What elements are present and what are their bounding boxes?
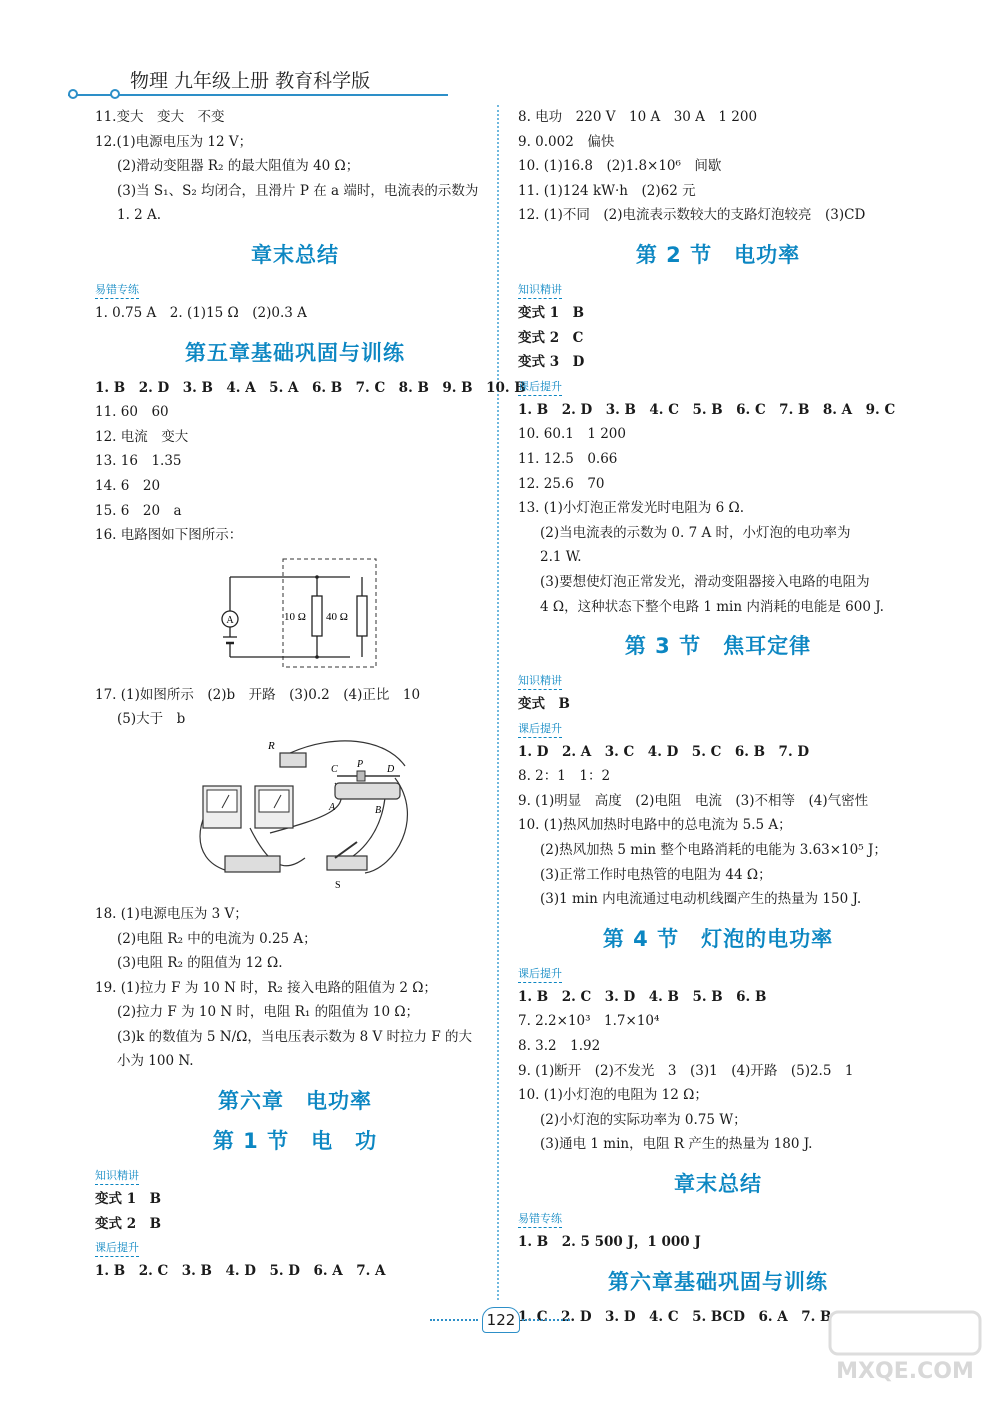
section-tag: 易错专练 [95, 282, 139, 299]
section-heading: 章末总结 [674, 1172, 762, 1196]
answer-line: 1. 2 A. [117, 207, 162, 224]
watermark-text: MXQE.COM [836, 1359, 974, 1384]
answer-line: (2)电阻 R₂ 中的电流为 0.25 A； [117, 930, 317, 947]
resistor-r2 [357, 596, 367, 636]
label-p: P [357, 758, 364, 770]
header-dot-left [68, 89, 78, 99]
answer-line: 小为 100 N. [117, 1053, 194, 1070]
label-a: A [329, 801, 336, 813]
answer-line: 14. 6 20 [95, 477, 161, 494]
section-heading: 章末总结 [251, 242, 339, 267]
answer-line: (3)要想使灯泡正常发光，滑动变阻器接入电路的电阻为 [540, 573, 870, 590]
answer-line: (2)热风加热 5 min 整个电路消耗的电能为 3.63×10⁵ J； [540, 842, 887, 859]
header-rule [68, 94, 448, 96]
answer-line: 变式 B [518, 696, 570, 713]
answer-line: 17. (1)如图所示 (2)b 开路 (3)0.2 (4)正比 10 [95, 686, 421, 703]
answer-line: 11.变大 变大 不变 [95, 109, 225, 125]
answer-line: 1. B 2. D 3. B 4. A 5. A 6. B 7. C 8. B 9. B 10. B [95, 379, 526, 396]
switch-icon [327, 856, 367, 870]
answer-line: 1. B 2. C 3. B 4. D 5. D 6. A 7. A [95, 1263, 386, 1280]
answer-line: (3)1 min 内电流通过电动机线圈产生的热量为 150 J. [540, 891, 862, 908]
section-tag: 知识精讲 [95, 1168, 139, 1185]
answer-line: (2)当电流表的示数为 0. 7 A 时，小灯泡的电功率为 [540, 524, 851, 541]
answer-line: 1. B 2. 5 500 J，1 000 J [518, 1234, 701, 1250]
label-s: S [335, 879, 341, 891]
resistor-r1-label: 10 Ω [284, 610, 306, 623]
answer-line: 变式 1 B [95, 1191, 162, 1208]
answer-line: 9. (1)断开 (2)不发光 3 (3)1 (4)开路 (5)2.5 1 [518, 1062, 854, 1079]
resistor-r2-label: 40 Ω [326, 610, 348, 623]
answer-line: 2.1 W. [540, 549, 582, 566]
label-r: R [268, 739, 275, 752]
section-tag: 课后提升 [518, 379, 562, 396]
section-heading: 第六章基础巩固与训练 [608, 1269, 828, 1294]
apparatus-diagram [95, 738, 495, 898]
answer-line: (3)正常工作时电热管的电阻为 44 Ω； [540, 866, 772, 883]
footer-dots-left [430, 1319, 478, 1321]
answer-line: (3)通电 1 min，电阻 R 产生的热量为 180 J. [540, 1136, 813, 1153]
circuit-diagram-svg [95, 554, 495, 679]
section-tag: 易错专练 [518, 1211, 562, 1228]
ammeter-label: A [226, 614, 234, 626]
answer-line: 8. 电功 220 V 10 A 30 A 1 200 [518, 109, 758, 125]
resistor-device-icon [280, 753, 306, 767]
answer-line: 1. 0.75 A 2. (1)15 Ω (2)0.3 A [95, 304, 307, 321]
answer-line: 13. 16 1.35 [95, 453, 182, 470]
answer-line: 10. (1)热风加热时电路中的总电流为 5.5 A； [518, 817, 792, 834]
page-footer [430, 1307, 570, 1333]
answer-line: 19. (1)拉力 F 为 10 N 时，R₂ 接入电路的阻值为 2 Ω； [95, 979, 437, 996]
answer-line: 10. 60.1 1 200 [518, 426, 626, 443]
watermark-icon [820, 1310, 990, 1385]
answer-line: (2)滑动变阻器 R₂ 的最大阻值为 40 Ω； [117, 158, 360, 175]
footer-dots-right [522, 1319, 570, 1321]
answer-line: 1. B 2. D 3. B 4. C 5. B 6. C 7. B 8. A 9. C [518, 401, 896, 418]
answer-line: 8. 3.2 1.92 [518, 1038, 601, 1055]
answer-line: 16. 电路图如下图所示： [95, 527, 243, 544]
label-d: D [387, 763, 395, 775]
answer-line: 12. (1)不同 (2)电流表示数较大的支路灯泡较亮 (3)CD [518, 207, 866, 224]
resistor-r1 [312, 596, 322, 636]
answer-line: 变式 3 D [518, 354, 585, 371]
battery-box-icon [225, 856, 280, 872]
left-column [95, 105, 526, 1284]
answer-line: 变式 1 B [518, 304, 585, 321]
answer-line: (5)大于 b [117, 711, 186, 728]
circuit-diagram [95, 554, 495, 679]
answer-line: 1. D 2. A 3. C 4. D 5. C 6. B 7. D [518, 743, 810, 760]
answer-line: 12. 25.6 70 [518, 475, 605, 492]
chapter-heading: 第六章 电功率 [218, 1089, 372, 1114]
apparatus-diagram-svg [95, 738, 495, 898]
answer-line: (3)k 的数值为 5 N/Ω，当电压表示数为 8 V 时拉力 F 的大 [117, 1028, 472, 1045]
answer-line: 9. (1)明显 高度 (2)电阻 电流 (3)不相等 (4)气密性 [518, 792, 869, 809]
section-tag: 课后提升 [95, 1240, 139, 1257]
answer-line: 13. (1)小灯泡正常发光时电阻为 6 Ω. [518, 500, 745, 517]
header-title: 物理 九年级上册 教育科学版 [130, 70, 371, 92]
section-heading: 第五章基础巩固与训练 [185, 340, 405, 365]
section-heading: 第 3 节 焦耳定律 [624, 634, 812, 659]
answer-line: 变式 2 C [518, 329, 584, 346]
answer-line: 11. 60 60 [95, 404, 169, 421]
answer-line: 9. 0.002 偏快 [518, 133, 615, 150]
answer-line: 12. 电流 变大 [95, 428, 189, 445]
answer-line: 10. (1)16.8 (2)1.8×10⁶ 间歇 [518, 158, 722, 175]
answer-line: 1. B 2. C 3. D 4. B 5. B 6. B [518, 988, 767, 1005]
header-dot-mid [110, 89, 120, 99]
section-heading: 第 2 节 电功率 [635, 242, 801, 267]
answer-line: (2)小灯泡的实际功率为 0.75 W； [540, 1111, 747, 1128]
section-heading: 第 4 节 灯泡的电功率 [602, 926, 834, 951]
answer-line: (3)电阻 R₂ 的阻值为 12 Ω. [117, 955, 283, 972]
answer-line: 4 Ω，这种状态下整个电路 1 min 内消耗的电能是 600 J. [540, 598, 884, 615]
section-heading: 第 1 节 电 功 [212, 1129, 378, 1154]
answer-line: 变式 2 B [95, 1215, 162, 1232]
section-tag: 课后提升 [518, 721, 562, 738]
answer-line: 10. (1)小灯泡的电阻为 12 Ω； [518, 1087, 708, 1104]
section-tag: 课后提升 [518, 966, 562, 983]
column-divider [497, 105, 499, 1300]
right-column [518, 105, 918, 1329]
answer-line: 18. (1)电源电压为 3 V； [95, 905, 248, 922]
section-tag: 知识精讲 [518, 282, 562, 299]
watermark-logo [820, 1310, 990, 1385]
answer-line: 12.(1)电源电压为 12 V； [95, 133, 253, 150]
label-b: B [375, 804, 382, 816]
label-c: C [331, 763, 338, 775]
answer-line: 1. C 2. D 3. D 4. C 5. BCD 6. A 7. B [518, 1308, 832, 1325]
answer-line: (3)当 S₁、S₂ 均闭合，且滑片 P 在 a 端时，电流表的示数为 [117, 182, 479, 199]
page-header [68, 62, 458, 102]
answer-line: 11. (1)124 kW·h (2)62 元 [518, 182, 696, 199]
rheostat-icon [335, 783, 400, 799]
page-number: 122 [482, 1307, 520, 1333]
answer-line: 7. 2.2×10³ 1.7×10⁴ [518, 1013, 660, 1030]
answer-line: 15. 6 20 a [95, 502, 182, 519]
answer-line: 11. 12.5 0.66 [518, 450, 618, 467]
section-tag: 知识精讲 [518, 673, 562, 690]
answer-line: (2)拉力 F 为 10 N 时，电阻 R₁ 的阻值为 10 Ω； [117, 1004, 420, 1021]
answer-line: 8. 2：1 1：2 [518, 768, 611, 785]
